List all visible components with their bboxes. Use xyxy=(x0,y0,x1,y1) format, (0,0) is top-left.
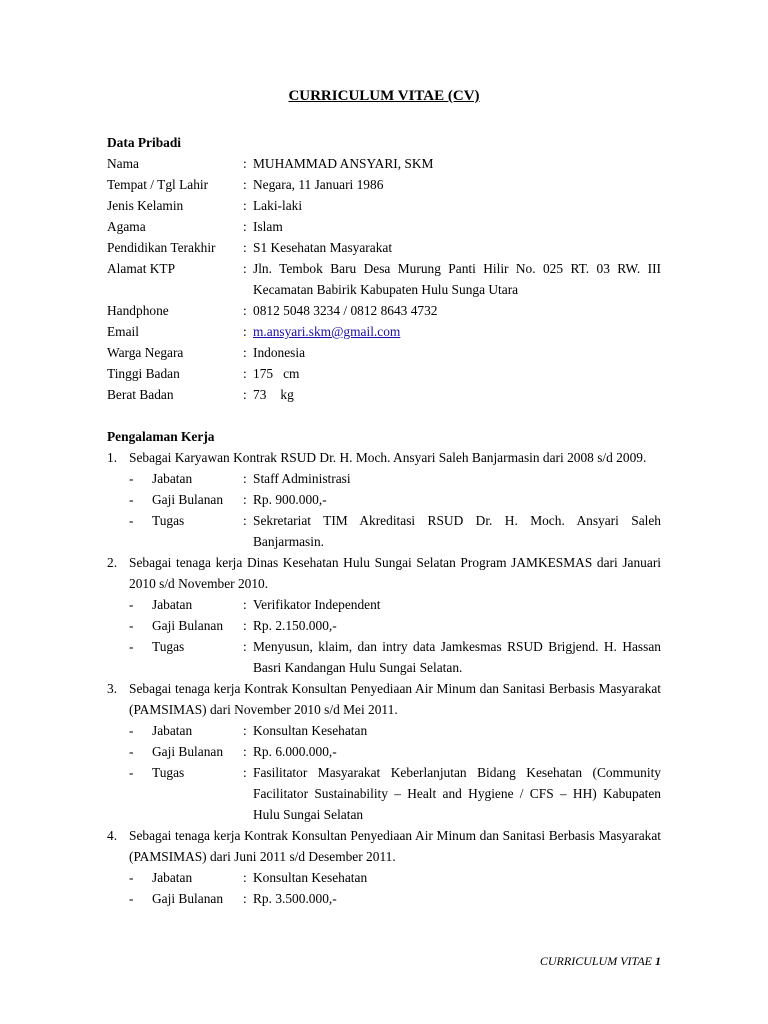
detail-value: Verifikator Independent xyxy=(253,597,381,612)
colon: : xyxy=(243,387,247,402)
detail-label: Gaji Bulanan xyxy=(152,618,224,633)
field-label: Warga Negara xyxy=(107,345,184,360)
job-item xyxy=(107,825,661,909)
job-detail-row xyxy=(129,867,661,888)
page-title: CURRICULUM VITAE (CV) xyxy=(288,88,480,104)
colon: : xyxy=(243,324,247,339)
colon: : xyxy=(243,156,247,171)
dash: - xyxy=(129,471,134,486)
weight-unit: kg xyxy=(280,387,294,402)
job-description: Sebagai tenaga kerja Kontrak Konsultan Penyediaan Air Minum dan Sanitasi Berbasis Masyarakat (PAMSIMAS) dari November 2010 s/d Mei 2011. xyxy=(129,681,661,717)
personal-data-heading: Data Pribadi xyxy=(107,135,182,150)
job-number: 3. xyxy=(107,681,118,696)
colon: : xyxy=(243,366,247,381)
field-education xyxy=(107,237,661,258)
colon: : xyxy=(243,177,247,192)
field-label: Tinggi Badan xyxy=(107,366,180,381)
detail-label: Gaji Bulanan xyxy=(152,492,224,507)
job-item xyxy=(107,552,661,678)
job-item xyxy=(107,447,661,552)
page-footer xyxy=(540,952,661,970)
detail-value: Rp. 3.500.000,- xyxy=(253,891,337,906)
field-nama xyxy=(107,153,661,174)
colon: : xyxy=(243,303,247,318)
work-experience-heading: Pengalaman Kerja xyxy=(107,429,215,444)
colon: : xyxy=(243,345,247,360)
colon: : xyxy=(243,618,247,633)
dash: - xyxy=(129,618,134,633)
colon: : xyxy=(243,513,247,528)
cv-content xyxy=(107,132,661,909)
dash: - xyxy=(129,597,134,612)
field-label: Berat Badan xyxy=(107,387,174,402)
detail-label: Gaji Bulanan xyxy=(152,744,224,759)
field-value: MUHAMMAD ANSYARI, SKM xyxy=(253,156,434,171)
dash: - xyxy=(129,870,134,885)
job-detail-row xyxy=(129,615,661,636)
detail-value: Menyusun, klaim, dan intry data Jamkesmas RSUD Brigjend. H. Hassan Basri Kandangan Hulu Sungai Selatan. xyxy=(253,639,661,675)
job-number: 1. xyxy=(107,450,118,465)
colon: : xyxy=(243,597,247,612)
field-height xyxy=(107,363,661,384)
personal-data-list xyxy=(107,153,661,405)
height-value: 175 xyxy=(253,366,274,381)
colon: : xyxy=(243,240,247,255)
dash: - xyxy=(129,492,134,507)
dash: - xyxy=(129,639,134,654)
colon: : xyxy=(243,891,247,906)
field-address xyxy=(107,258,661,300)
job-number: 2. xyxy=(107,555,118,570)
detail-label: Jabatan xyxy=(152,723,193,738)
field-value: Islam xyxy=(253,219,283,234)
field-phone xyxy=(107,300,661,321)
colon: : xyxy=(243,471,247,486)
detail-label: Tugas xyxy=(152,513,185,528)
job-detail-row xyxy=(129,510,661,552)
job-item xyxy=(107,678,661,825)
footer-label: CURRICULUM VITAE xyxy=(539,954,652,968)
detail-label: Tugas xyxy=(152,765,185,780)
detail-value: Sekretariat TIM Akreditasi RSUD Dr. H. Moch. Ansyari Saleh Banjarmasin. xyxy=(253,513,661,549)
field-email xyxy=(107,321,661,342)
dash: - xyxy=(129,723,134,738)
detail-value: Staff Administrasi xyxy=(253,471,351,486)
colon: : xyxy=(243,219,247,234)
field-birth xyxy=(107,174,661,195)
job-detail-row xyxy=(129,741,661,762)
job-detail-row xyxy=(129,720,661,741)
email-link[interactable]: m.ansyari.skm@gmail.com xyxy=(253,324,401,339)
field-value: S1 Kesehatan Masyarakat xyxy=(253,240,393,255)
field-label: Agama xyxy=(107,219,146,234)
field-label: Alamat KTP xyxy=(107,261,176,276)
detail-label: Jabatan xyxy=(152,597,193,612)
job-description: Sebagai tenaga kerja Dinas Kesehatan Hulu Sungai Selatan Program JAMKESMAS dari Januari 2010 s/d November 2010. xyxy=(129,555,661,591)
colon: : xyxy=(243,198,247,213)
job-detail-row xyxy=(129,594,661,615)
detail-label: Tugas xyxy=(152,639,185,654)
field-value: Jln. Tembok Baru Desa Murung Panti Hilir No. 025 RT. 03 RW. III Kecamatan Babirik Kabupaten Hulu Sunga Utara xyxy=(253,261,661,297)
field-religion xyxy=(107,216,661,237)
field-value: 0812 5048 3234 / 0812 8643 4732 xyxy=(253,303,438,318)
colon: : xyxy=(243,765,247,780)
weight-value: 73 xyxy=(253,387,267,402)
colon: : xyxy=(243,261,247,276)
detail-label: Gaji Bulanan xyxy=(152,891,224,906)
colon: : xyxy=(243,744,247,759)
field-label: Email xyxy=(107,324,139,339)
detail-label: Jabatan xyxy=(152,471,193,486)
job-description: Sebagai Karyawan Kontrak RSUD Dr. H. Moch. Ansyari Saleh Banjarmasin dari 2008 s/d 2009. xyxy=(129,450,647,465)
colon: : xyxy=(243,870,247,885)
detail-value: Rp. 2.150.000,- xyxy=(253,618,337,633)
dash: - xyxy=(129,765,134,780)
detail-value: Konsultan Kesehatan xyxy=(253,723,368,738)
job-detail-row xyxy=(129,888,661,909)
job-description: Sebagai tenaga kerja Kontrak Konsultan Penyediaan Air Minum dan Sanitasi Berbasis Masyarakat (PAMSIMAS) dari Juni 2011 s/d Desember 2011. xyxy=(129,828,661,864)
detail-value: Fasilitator Masyarakat Keberlanjutan Bidang Kesehatan (Community Facilitator Sustainability – Healt and Hygiene / CFS – HH) Kabupaten Hulu Sungai Selatan xyxy=(253,765,661,822)
job-detail-row xyxy=(129,636,661,678)
field-nationality xyxy=(107,342,661,363)
job-detail-row xyxy=(129,468,661,489)
dash: - xyxy=(129,891,134,906)
field-label: Nama xyxy=(107,156,139,171)
detail-value: Rp. 900.000,- xyxy=(253,492,327,507)
field-weight xyxy=(107,384,661,405)
field-label: Jenis Kelamin xyxy=(107,198,184,213)
dash: - xyxy=(129,744,134,759)
field-label: Handphone xyxy=(107,303,169,318)
field-gender xyxy=(107,195,661,216)
dash: - xyxy=(129,513,134,528)
field-value: Indonesia xyxy=(253,345,306,360)
detail-label: Jabatan xyxy=(152,870,193,885)
field-value: Negara, 11 Januari 1986 xyxy=(253,177,384,192)
job-number: 4. xyxy=(107,828,118,843)
field-value: Laki-laki xyxy=(253,198,303,213)
job-detail-row xyxy=(129,762,661,825)
field-label: Pendidikan Terakhir xyxy=(107,240,216,255)
height-unit: cm xyxy=(283,366,300,381)
field-label: Tempat / Tgl Lahir xyxy=(107,177,209,192)
detail-value: Rp. 6.000.000,- xyxy=(253,744,337,759)
colon: : xyxy=(243,723,247,738)
job-detail-row xyxy=(129,489,661,510)
detail-value: Konsultan Kesehatan xyxy=(253,870,368,885)
page-number: 1 xyxy=(655,954,661,968)
colon: : xyxy=(243,492,247,507)
colon: : xyxy=(243,639,247,654)
